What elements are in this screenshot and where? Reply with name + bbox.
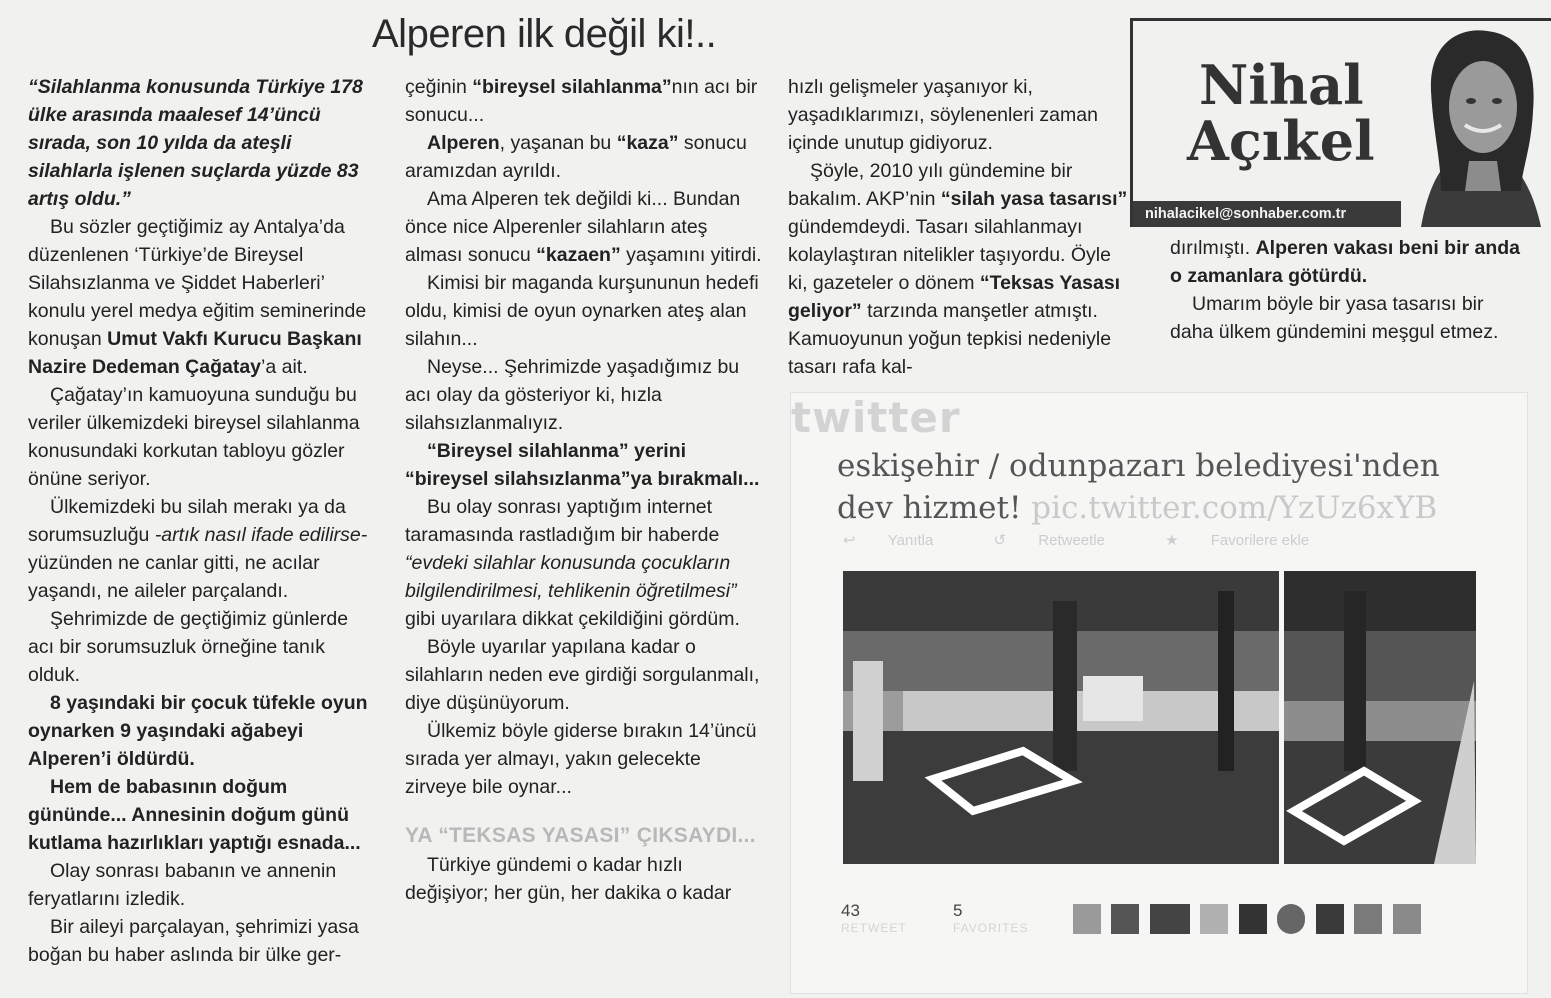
paragraph: Şöyle, 2010 yılı gündemine bir bakalım. AKP’nin “silah yasa tasarısı” gündemdeydi. Tasarı silahlanmayı kolaylaştıran nitelikler taşıyordu. Öyle ki, gazeteler o dönem “Teksas Yasası geliyor” tarzında manşetler atmıştı. Kamuoyunun yoğun tepkisi nedeniyle tasarı rafa kal- xyxy=(788,160,1128,378)
avatar[interactable] xyxy=(1277,904,1305,934)
retweet-button[interactable]: ↺ Retweetle xyxy=(993,532,1105,549)
paragraph: Ama Alperen tek değildi ki... Bundan önce nice Alperenler silahların ateş alması sonucu “kazaen” yaşamını yitirdi. xyxy=(405,188,762,266)
column-3 xyxy=(788,73,1133,381)
paragraph: Kimisi bir maganda kurşununun hedefi oldu, kimisi de oyun oynarken ateş alan silahın... xyxy=(405,272,759,350)
paragraph: Olay sonrası babanın ve annenin feryatlarını izledik. xyxy=(28,860,337,910)
tweet-photo[interactable] xyxy=(1284,571,1476,864)
headline: Alperen ilk değil ki!.. xyxy=(372,12,717,56)
column-2 xyxy=(405,73,765,907)
paragraph-bold: 8 yaşındaki bir çocuk tüfekle oyun oynarken 9 yaşındaki ağabeyi Alperen’i öldürdü. xyxy=(28,692,368,770)
retweet-icon: ↺ xyxy=(993,532,1011,549)
reply-icon: ↩ xyxy=(843,532,860,549)
author-box xyxy=(1130,18,1551,227)
paragraph: Neyse... Şehrimizde yaşadığımız bu acı olay da gösteriyor ki, hızla silahsızlanmalıyız. xyxy=(405,356,740,434)
paragraph: Böyle uyarılar yapılana kadar o silahların neden eve girdiği sorgulanmalı, diye düşünüyorum. xyxy=(405,636,760,714)
column-1 xyxy=(28,73,370,969)
avatar[interactable] xyxy=(1150,904,1190,934)
avatar[interactable] xyxy=(1316,904,1344,934)
avatar[interactable] xyxy=(1111,904,1139,934)
tweet-text: eskişehir / odunpazarı belediyesi'nden dev hizmet! pic.twitter.com/YzUz6xYB xyxy=(837,448,1440,526)
tweet-link[interactable]: pic.twitter.com/YzUz6xYB xyxy=(1031,490,1438,526)
reply-button[interactable]: ↩ Yanıtla xyxy=(843,532,934,549)
avatar[interactable] xyxy=(1200,904,1228,934)
paragraph: Bir aileyi parçalayan, şehrimizi yasa boğan bu haber aslında bir ülke ger- xyxy=(28,916,359,966)
paragraph: Çağatay’ın kamuoyuna sunduğu bu veriler ülkemizdeki bireysel silahlanma konusundaki korkutan tabloyu gözler önüne seriyor. xyxy=(28,384,360,490)
paragraph-bold: “Bireysel silahlanma” yerini “bireysel silahsızlanma”ya bırakmalı... xyxy=(405,440,760,490)
avatar[interactable] xyxy=(1073,904,1101,934)
paragraph: çeğinin “bireysel silahlanma”nın acı bir sonucu... xyxy=(405,76,758,126)
author-email[interactable]: nihalacikel@sonhaber.com.tr xyxy=(1133,201,1403,227)
tweet-photo[interactable] xyxy=(843,571,1279,864)
avatar[interactable] xyxy=(1239,904,1267,934)
author-name: Nihal Açıkel xyxy=(1187,53,1375,173)
paragraph: hızlı gelişmeler yaşanıyor ki, yaşadıklarımızı, söylenenleri zaman içinde unutup gidiyoruz. xyxy=(788,76,1098,154)
opening-quote: “Silahlanma konusunda Türkiye 178 ülke arasında maalesef 14’üncü sırada, son 10 yılda da ateşli silahlarla işlenen suçlarda yüzde 83 artış oldu.” xyxy=(28,76,363,210)
paragraph-bold: Hem de babasının doğum gününde... Annesinin doğum günü kutlama hazırlıkları yaptığı esnada... xyxy=(28,776,361,854)
paragraph: Ülkemizdeki bu silah merakı ya da sorumsuzluğu -artık nasıl ifade edilirse- yüzünden ne canlar gitti, ne acılar yaşandı, ne aileler parçalandı. xyxy=(28,496,368,602)
retweet-stat: 43 RETWEET xyxy=(841,901,907,935)
favorite-button[interactable]: ★ Favorilere ekle xyxy=(1165,532,1310,549)
favoriter-avatars xyxy=(1073,904,1427,934)
favorites-stat: 5 FAVORITES xyxy=(953,901,1029,935)
author-photo xyxy=(1401,21,1551,227)
tweet-embed xyxy=(790,392,1528,994)
paragraph: Türkiye gündemi o kadar hızlı değişiyor; her gün, her dakika o kadar xyxy=(405,854,732,904)
paragraph: Ülkemiz böyle giderse bırakın 14’üncü sırada yer almayı, yakın gelecekte zirveye bile oynar... xyxy=(405,720,757,798)
tweet-actions xyxy=(843,531,1365,549)
avatar[interactable] xyxy=(1354,904,1382,934)
star-icon: ★ xyxy=(1165,532,1183,549)
paragraph: Umarım böyle bir yasa tasarısı bir daha ülkem gündemini meşgul etmez. xyxy=(1170,293,1499,343)
subheading: YA “TEKSAS YASASI” ÇIKSAYDI... xyxy=(405,824,756,847)
paragraph: Şehrimizde de geçtiğimiz günlerde acı bir sorumsuzluk örneğine tanık olduk. xyxy=(28,608,349,686)
avatar[interactable] xyxy=(1393,904,1421,934)
paragraph: Alperen, yaşanan bu “kaza” sonucu aramızdan ayrıldı. xyxy=(405,132,747,182)
paragraph: Bu olay sonrası yaptığım internet taramasında rastladığım bir haberde “evdeki silahlar konusunda çocukların bilgilendirilmesi, tehlikenin öğretilmesi” gibi uyarılara dikkat çekildiğini gördüm. xyxy=(405,496,740,630)
column-4 xyxy=(1170,234,1530,346)
paragraph: Bu sözler geçtiğimiz ay Antalya’da düzenlenen ‘Türkiye’de Bireysel Silahsızlanma ve Şiddet Haberleri’ konulu yerel medya eğitim seminerinde konuşan Umut Vakfı Kurucu Başkanı Nazire Dedeman Çağatay’a ait. xyxy=(28,216,367,378)
twitter-logo: twitter xyxy=(791,393,961,442)
paragraph: dırılmıştı. Alperen vakası beni bir anda o zamanlara götürdü. xyxy=(1170,237,1521,287)
